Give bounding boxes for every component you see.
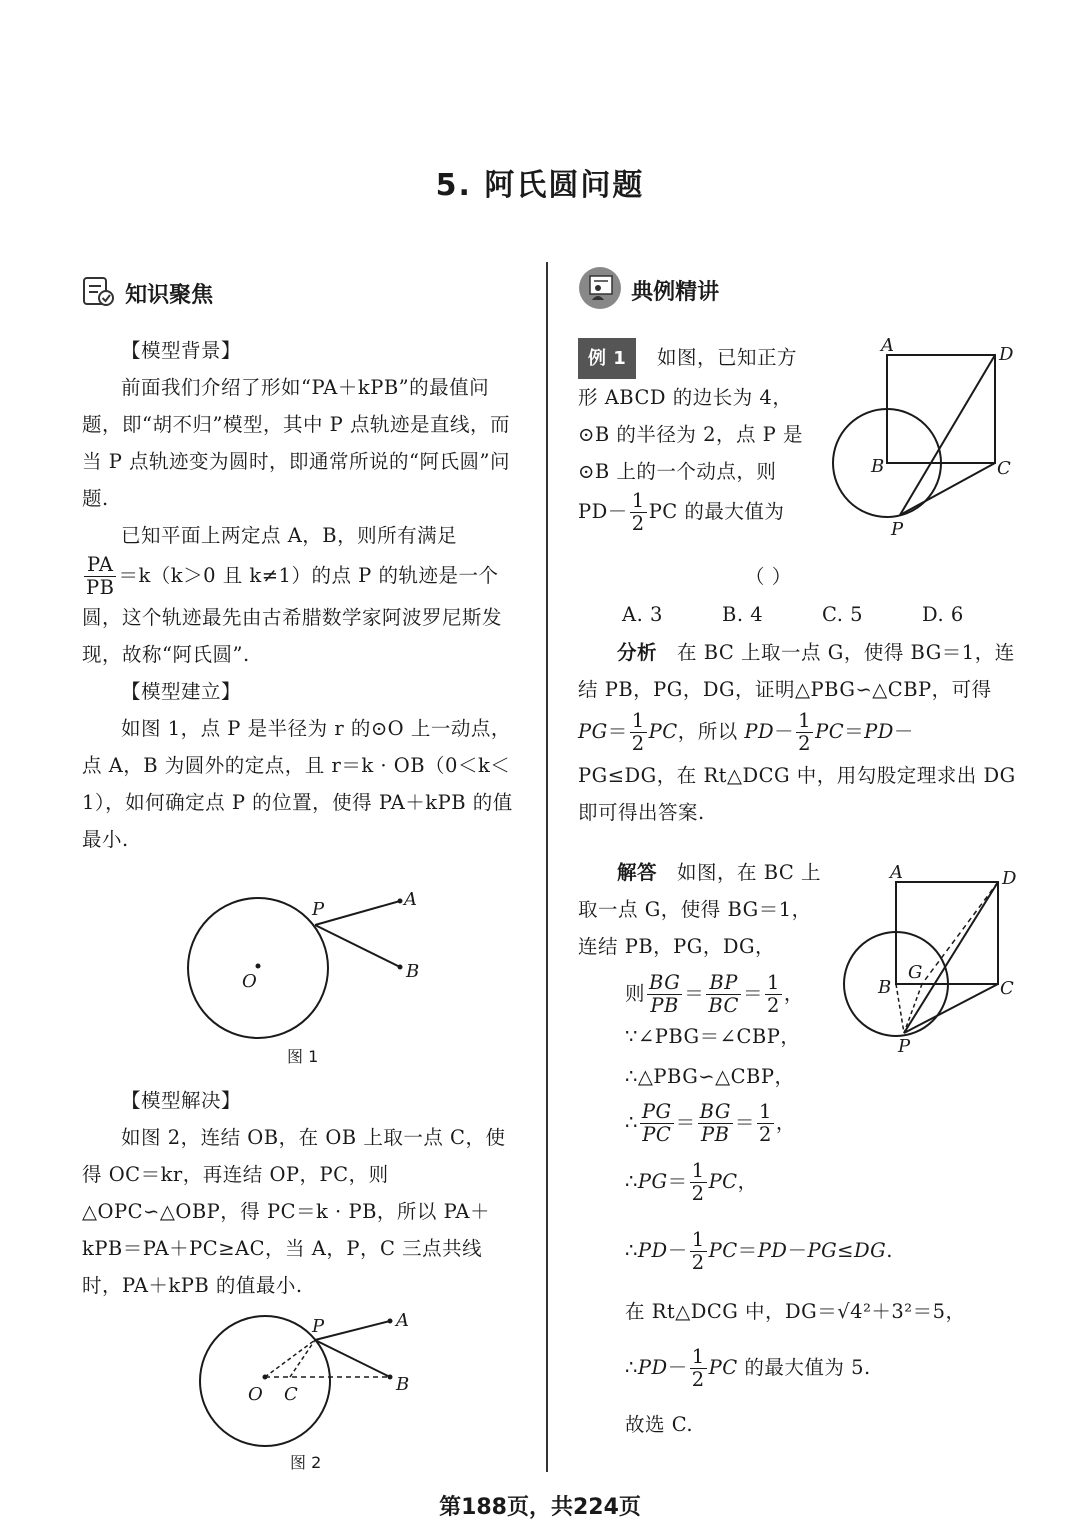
- svg-text:C: C: [284, 1384, 298, 1405]
- option-c[interactable]: C. 5: [822, 603, 864, 626]
- example-expression-row: PD－ $\frac{1}{2}$ PC 的最大值为: [578, 489, 785, 535]
- figure-1-caption: 图 1: [287, 1047, 319, 1066]
- segment-pc: [290, 1340, 315, 1377]
- svg-text:A: A: [890, 862, 903, 883]
- svg-text:G: G: [908, 962, 923, 983]
- answer-text: 如图，在 BC 上取一点 G，使得 BG＝1，连结 PB，PG，DG，: [578, 861, 822, 958]
- analysis-text-2: PG≤DG，在 Rt△DCG 中，用勾股定理求出 DG 即可得出答案.: [578, 764, 1016, 824]
- answer-block: [578, 854, 828, 965]
- solve-paragraph: 如图 2，连结 OB，在 OB 上取一点 C，使得 OC＝kr，再连结 OP，PC，则△OPC∽△OBP，得 PC＝k · PB，所以 PA＋kPB＝PA＋PC≥AC，当 A，P，C 三点共线时，PA＋kPB 的值最小.: [82, 1126, 506, 1297]
- label-p: P: [312, 899, 325, 920]
- segment-pa: [315, 1321, 390, 1340]
- bg-paragraph-2b-row: [82, 554, 522, 673]
- analysis-text-1: 在 BC 上取一点 G，使得 BG＝1，连结 PB，PG，DG，证明△PBG∽△CBP，可得: [578, 641, 1015, 701]
- example-statement: 如图，已知正方形 ABCD 的边长为 4，⊙B 的半径为 2，点 P 是⊙B 上的一个动点，则: [578, 346, 803, 483]
- step-similar: ∴△PBG∽△CBP，: [625, 1065, 795, 1088]
- example-1-text: [578, 338, 813, 535]
- bg-paragraph-2a: 已知平面上两定点 A，B，则所有满足: [121, 524, 458, 547]
- left-column-text: [82, 332, 522, 858]
- label-o: O: [242, 971, 257, 992]
- option-a[interactable]: A. 3: [622, 603, 663, 626]
- left-column-text-2: [82, 1082, 522, 1304]
- figure-2: [190, 1305, 440, 1450]
- segment-pa: [315, 901, 400, 925]
- step-angle: ∵∠PBG＝∠CBP，: [625, 1025, 801, 1048]
- column-divider: [546, 262, 548, 1472]
- svg-text:D: D: [999, 344, 1014, 365]
- step-dg: 在 Rt△DCG 中，DG＝√4²＋3²＝5，: [625, 1300, 966, 1323]
- step-ratio-2: ∴ $\frac{PG}{PC}$ ＝ $\frac{BG}{PB}$ ＝ $\frac{1}{2}$ ，: [625, 1100, 796, 1146]
- segment-pd: [900, 355, 995, 515]
- svg-text:O: O: [248, 1384, 263, 1405]
- svg-text:P: P: [898, 1036, 911, 1057]
- analysis-label: 分析: [617, 641, 658, 664]
- bg-paragraph-1: 前面我们介绍了形如“PA＋kPB”的最值问题，即“胡不归”模型，其中 P 点轨迹是直线，而当 P 点轨迹变为圆时，即通常所说的“阿氏圆”问题.: [82, 376, 510, 510]
- solve-heading: 【模型解决】: [121, 1089, 242, 1112]
- build-paragraph: 如图 1，点 P 是半径为 r 的⊙O 上一动点，点 A，B 为圆外的定点，且 r＝k · OB（0＜k＜1），如何确定点 P 的位置，使得 PA＋kPB 的值最小.: [82, 717, 513, 851]
- svg-text:P: P: [312, 1316, 325, 1337]
- bg-paragraph-2b: ＝k（k＞0 且 k≠1）的点 P 的轨迹是一个圆，这个轨迹最先由古希腊数学家阿波罗尼斯发现，故称“阿氏圆”.: [82, 564, 503, 666]
- presentation-board-icon: [578, 266, 622, 314]
- svg-text:B: B: [878, 977, 892, 998]
- step-inequality: ∴PD－ $\frac{1}{2}$ PC＝PD－PG≤DG.: [625, 1228, 893, 1274]
- example-badge: 例 1: [578, 338, 636, 379]
- conclusion: 故选 C.: [625, 1413, 694, 1436]
- option-d[interactable]: D. 6: [922, 603, 964, 626]
- svg-text:C: C: [997, 458, 1011, 479]
- analysis-formula: PG＝ $\frac{1}{2}$ PC，所以 PD－ $\frac{1}{2}$ PC＝PD－: [578, 709, 914, 755]
- build-heading: 【模型建立】: [121, 680, 242, 703]
- pa-pb-fraction: $\frac{PA}{PB}$: [86, 553, 115, 599]
- example-figure: [825, 335, 1025, 545]
- knowledge-section-title: 知识聚焦: [125, 282, 214, 308]
- svg-text:C: C: [1000, 978, 1014, 999]
- page-title: 5. 阿氏圆问题: [435, 168, 645, 203]
- bg-heading: 【模型背景】: [121, 339, 242, 362]
- label-a: A: [404, 889, 417, 910]
- example-section-title: 典例精讲: [631, 279, 720, 305]
- figure-2-caption: 图 2: [290, 1453, 322, 1472]
- svg-text:B: B: [871, 456, 885, 477]
- label-b: B: [406, 961, 420, 982]
- step-max: ∴PD－ $\frac{1}{2}$ PC 的最大值为 5.: [625, 1345, 871, 1391]
- svg-text:D: D: [1002, 868, 1017, 889]
- clipboard-check-icon: [80, 274, 116, 312]
- knowledge-section-header: [80, 274, 213, 312]
- page-footer: 第188页，共224页: [439, 1495, 641, 1520]
- step-ratio: 则 $\frac{BG}{PB}$ ＝ $\frac{BP}{BC}$ ＝ $\frac{1}{2}$ ，: [625, 971, 804, 1017]
- point-o: [256, 964, 261, 969]
- segment-op: [265, 1340, 315, 1377]
- step-pg: ∴PG＝ $\frac{1}{2}$ PC，: [625, 1159, 758, 1205]
- answer-label: 解答: [617, 861, 658, 884]
- option-b[interactable]: B. 4: [722, 603, 764, 626]
- example-section-header: [578, 266, 719, 314]
- analysis-block: [578, 634, 1018, 831]
- segment-pc: [900, 463, 995, 515]
- svg-text:P: P: [891, 519, 904, 540]
- svg-text:A: A: [396, 1310, 409, 1331]
- figure-1: [180, 885, 440, 1045]
- solution-steps: [625, 972, 1025, 1445]
- answer-paren: （ ）: [745, 565, 792, 588]
- svg-text:A: A: [881, 335, 894, 356]
- options-row: [622, 596, 1022, 633]
- svg-text:B: B: [396, 1374, 410, 1395]
- circle-o: [200, 1316, 330, 1446]
